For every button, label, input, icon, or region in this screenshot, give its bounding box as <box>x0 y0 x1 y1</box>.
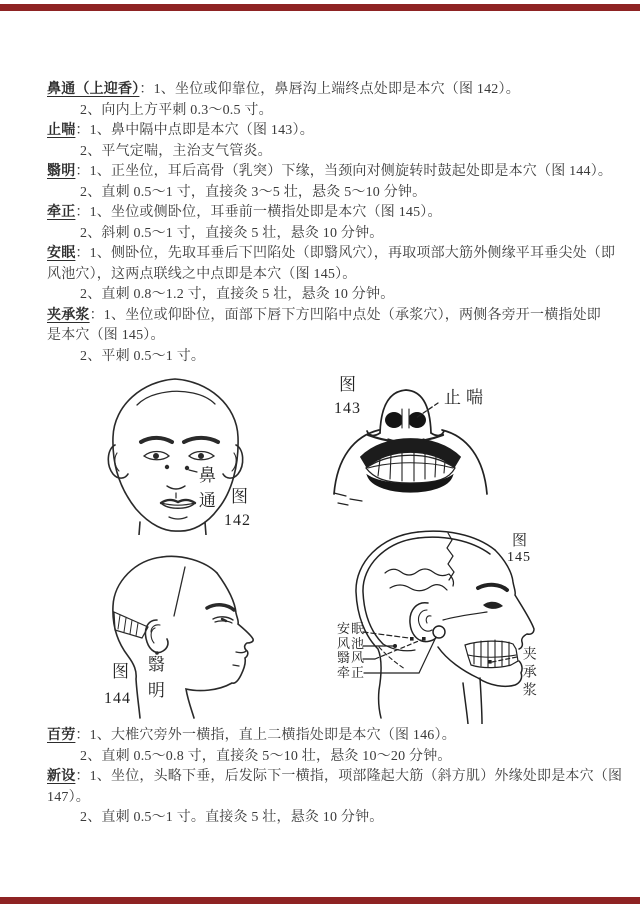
acupoint-term: 翳明 <box>47 164 76 179</box>
acupoint-term: 止喘 <box>47 123 76 138</box>
acupoint-term: 鼻通（上迎香） <box>47 82 140 97</box>
acupoint-term: 百劳 <box>47 728 76 743</box>
top-section-2-line-0 <box>47 162 613 183</box>
fig144-point-label: 翳明 <box>144 655 164 707</box>
fig144-figure-number: 144 <box>104 690 131 707</box>
bottom-section-1-line-1: 147）。 <box>47 789 90 805</box>
acupoint-text: ：1、坐位或仰靠位，鼻唇沟上端终点处即是本穴（图 142）。 <box>139 82 520 97</box>
bottom-section-0-sub-0: 2、直刺 0.5～0.8 寸，直接灸 5～10 壮，悬灸 10～20 分钟。 <box>80 748 452 764</box>
bottom-section-1-line-0 <box>47 767 623 788</box>
top-section-4-line-1: 风池穴），这两点联线之中点即是本穴（图 145）。 <box>47 266 357 282</box>
fig143-figure-number: 143 <box>334 400 361 417</box>
acupoint-term: 夹承浆 <box>47 307 90 323</box>
fig145-figure-number: 145 <box>507 550 531 565</box>
top-section-5-line-0 <box>47 306 607 327</box>
acupoint-term: 牵正 <box>47 205 76 220</box>
top-section-4-line-0 <box>47 244 616 265</box>
top-section-1-sub-0: 2、平气定喘，主治支气管炎。 <box>80 143 272 159</box>
top-section-4-sub-0: 2、直刺 0.8～1.2 寸，直接灸 5 壮，悬灸 10 分钟。 <box>80 287 395 302</box>
top-section-1-line-0 <box>47 121 607 142</box>
top-section-5-line-1: 是本穴（图 145）。 <box>47 328 165 343</box>
fig145-label-yifeng: 翳风 <box>337 650 366 665</box>
acupoint-text: ：1、正坐位，耳后高骨（乳突）下缘，当颈向对侧旋转时鼓起处即是本穴（图 144）。 <box>75 164 613 179</box>
top-border-bar <box>0 4 640 11</box>
fig142-point-label: 鼻通 <box>195 466 215 516</box>
fig145-left-labels <box>337 622 365 680</box>
fig145-figure-word: 图 <box>512 533 528 549</box>
acupoint-text-bottom <box>47 726 623 829</box>
acupoint-text: ：1、坐位或仰卧位，面部下唇下方凹陷中点处（承浆穴），两侧各旁开一横指处即 <box>89 307 602 323</box>
top-section-3-line-0 <box>47 203 607 224</box>
acupoint-term: 安眠 <box>47 246 76 261</box>
acupoint-term: 新设 <box>47 769 76 784</box>
fig145-label-fengchi: 风池 <box>337 635 366 651</box>
top-section-5-sub-0: 2、平刺 0.5～1 寸。 <box>80 348 206 364</box>
top-section-0-sub-0: 2、向内上方平刺 0.3～0.5 寸。 <box>80 102 273 118</box>
acupoint-text: ：1、大椎穴旁外一横指，直上二横指处即是本穴（图 146）。 <box>75 728 456 743</box>
bottom-section-1-sub-0: 2、直刺 0.5～1 寸。直接灸 5 壮，悬灸 10 分钟。 <box>80 810 384 825</box>
fig145-label-anmian: 安眠 <box>337 621 366 636</box>
fig145-label-qianzheng: 牵正 <box>337 664 366 680</box>
fig143-point-label: 止喘 <box>444 388 488 407</box>
bottom-section-0-line-0 <box>47 726 607 747</box>
top-section-2-sub-0: 2、直刺 0.5～1 寸，直接灸 3～5 壮，悬灸 5～10 分钟。 <box>80 184 427 200</box>
acupoint-text-top <box>47 80 616 367</box>
fig142-figure-number: 142 <box>224 512 251 529</box>
fig145-label-jiachengjiang: 夹承浆 <box>520 646 536 700</box>
bottom-border-bar <box>0 897 640 904</box>
fig144-figure-word: 图 <box>112 662 129 681</box>
acupoint-text: ：1、鼻中隔中点即是本穴（图 143）。 <box>75 123 314 138</box>
acupoint-text: ：1、坐位，头略下垂，后发际下一横指，项部隆起大筋（斜方肌）外缘处即是本穴（图 <box>75 769 623 784</box>
top-section-3-sub-0: 2、斜刺 0.5～1 寸，直接灸 5 壮，悬灸 10 分钟。 <box>80 225 384 241</box>
acupoint-text: ：1、坐位或侧卧位，耳垂前一横指处即是本穴（图 145）。 <box>75 205 442 220</box>
acupoint-text: ：1、侧卧位，先取耳垂后下凹陷处（即翳风穴），再取项部大筋外侧缘平耳垂尖处（即 <box>75 246 616 261</box>
fig142-figure-word: 图 <box>231 487 248 506</box>
top-section-0-line-0 <box>47 80 607 101</box>
figure-142-front-face-drawing <box>105 375 260 535</box>
fig143-figure-word: 图 <box>339 375 356 394</box>
